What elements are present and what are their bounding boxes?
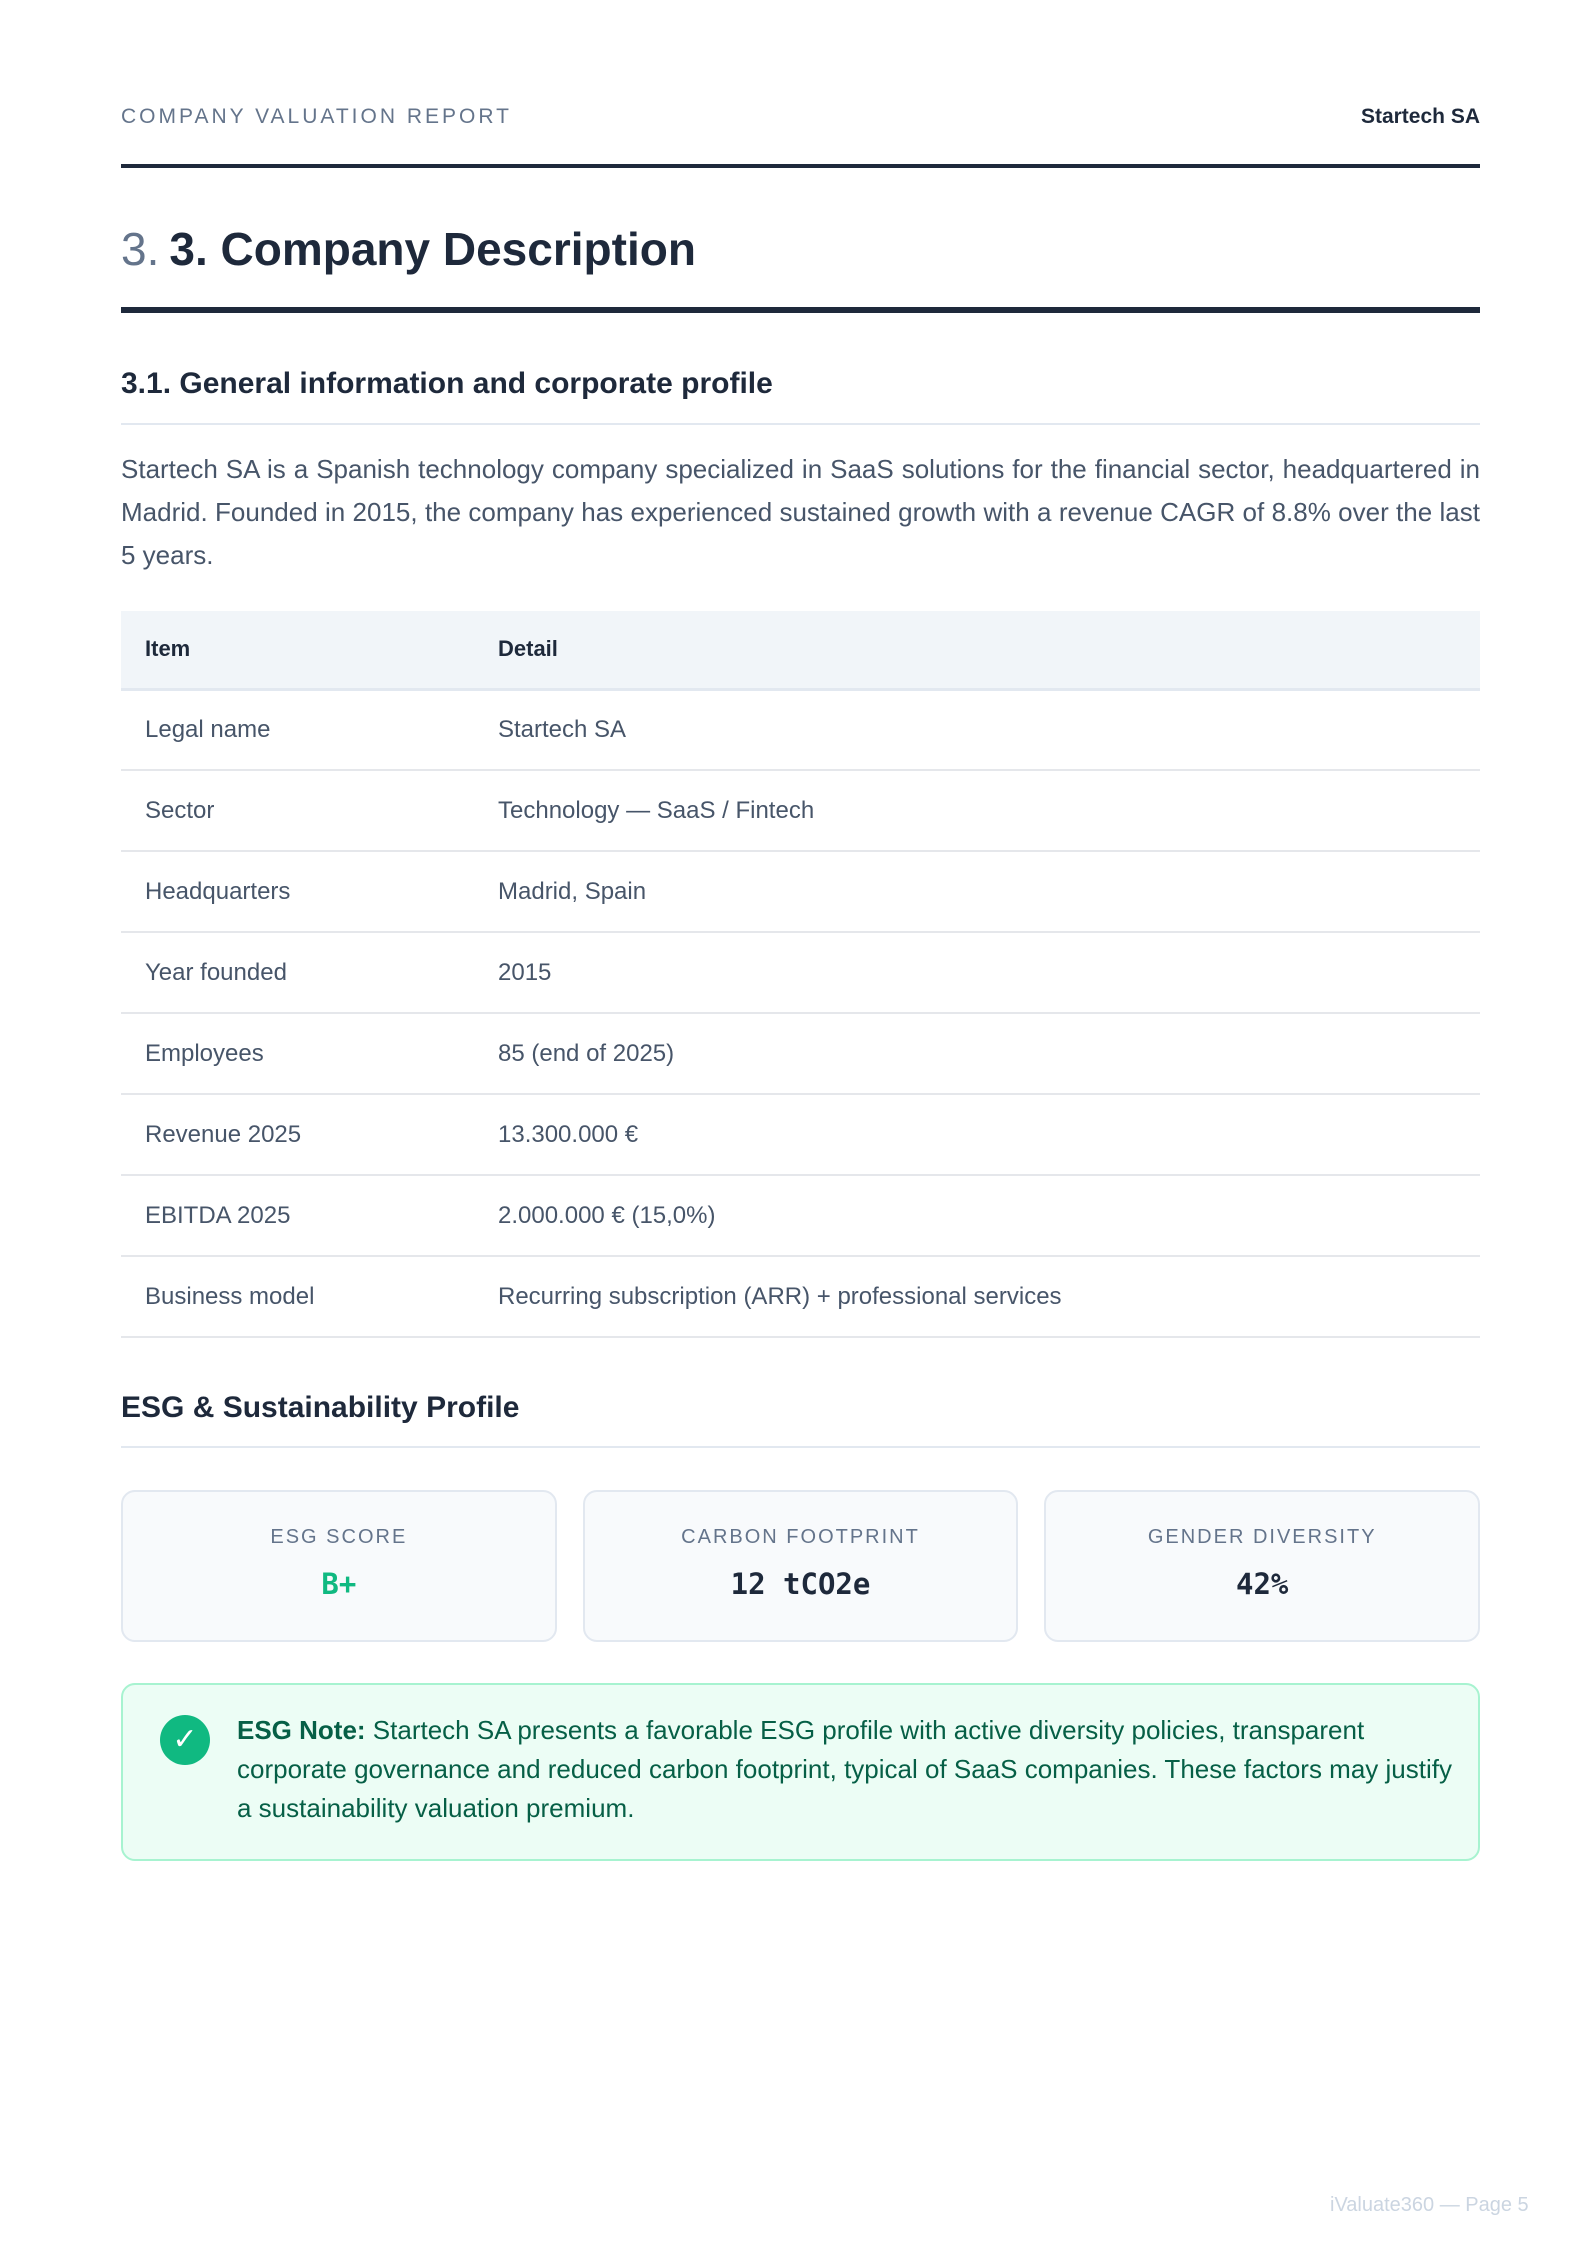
card-label: ESG SCORE: [270, 1526, 408, 1548]
row-value: 85 (end of 2025): [474, 1013, 1480, 1094]
card-value: B+: [321, 1567, 357, 1601]
check-circle-icon: ✓: [160, 1715, 210, 1765]
table-row: [121, 851, 1480, 932]
carbon-footprint-card: [583, 1490, 1019, 1642]
table-row: [121, 1175, 1480, 1256]
column-header-item: Item: [121, 611, 474, 689]
company-info-table: [121, 611, 1480, 1338]
row-value: Technology — SaaS / Fintech: [474, 770, 1480, 851]
esg-note-text: [237, 1711, 1457, 1828]
row-value: Recurring subscription (ARR) + professional services: [474, 1256, 1480, 1337]
column-header-detail: Detail: [474, 611, 1480, 689]
running-header: [121, 102, 1480, 132]
section-title-text: 3. Company Description: [169, 223, 696, 275]
card-value: 42%: [1235, 1567, 1289, 1601]
row-label: Year founded: [121, 932, 474, 1013]
row-value: 2015: [474, 932, 1480, 1013]
esg-metric-cards: [121, 1490, 1480, 1642]
page-footer: iValuate360 — Page 5: [1330, 2194, 1529, 2216]
esg-note-label: ESG Note:: [237, 1715, 366, 1745]
table-header-row: [121, 611, 1480, 689]
esg-score-card: [121, 1490, 557, 1642]
table-row: [121, 1013, 1480, 1094]
gender-diversity-card: [1044, 1490, 1480, 1642]
row-value: 2.000.000 € (15,0%): [474, 1175, 1480, 1256]
esg-note-callout: [121, 1683, 1480, 1861]
table-row: [121, 689, 1480, 770]
table-row: [121, 932, 1480, 1013]
row-value: Startech SA: [474, 689, 1480, 770]
row-label: Employees: [121, 1013, 474, 1094]
row-label: Sector: [121, 770, 474, 851]
subsection-title: 3.1. General information and corporate profile: [121, 367, 773, 400]
esg-note-body: Startech SA presents a favorable ESG profile with active diversity policies, transparent corporate governance and reduced carbon footprint, typical of SaaS companies. These factors may justify a sustainability valuation premium.: [237, 1715, 1452, 1823]
row-label: Revenue 2025: [121, 1094, 474, 1175]
section-title: [121, 222, 696, 276]
esg-section-divider: [121, 1446, 1480, 1448]
section-divider: [121, 307, 1480, 313]
section-number: 3.: [121, 223, 160, 275]
row-label: Business model: [121, 1256, 474, 1337]
company-name: Startech SA: [1360, 105, 1480, 128]
table-row: [121, 1256, 1480, 1337]
row-label: Headquarters: [121, 851, 474, 932]
subsection-divider: [121, 423, 1480, 425]
row-label: Legal name: [121, 689, 474, 770]
report-title: COMPANY VALUATION REPORT: [121, 105, 512, 128]
intro-paragraph: Startech SA is a Spanish technology company specialized in SaaS solutions for the financial sector, headquartered in Madrid. Founded in 2015, the company has experienced sustained growth with a revenue CAGR of 8.8% over the last 5 years.: [121, 454, 1480, 570]
header-divider: [121, 164, 1480, 168]
row-label: EBITDA 2025: [121, 1175, 474, 1256]
row-value: Madrid, Spain: [474, 851, 1480, 932]
row-value: 13.300.000 €: [474, 1094, 1480, 1175]
table-row: [121, 770, 1480, 851]
card-value: 12 tCO2e: [730, 1567, 871, 1601]
table-row: [121, 1094, 1480, 1175]
card-label: CARBON FOOTPRINT: [681, 1526, 920, 1548]
esg-section-title: ESG & Sustainability Profile: [121, 1391, 520, 1424]
card-label: GENDER DIVERSITY: [1147, 1526, 1377, 1548]
